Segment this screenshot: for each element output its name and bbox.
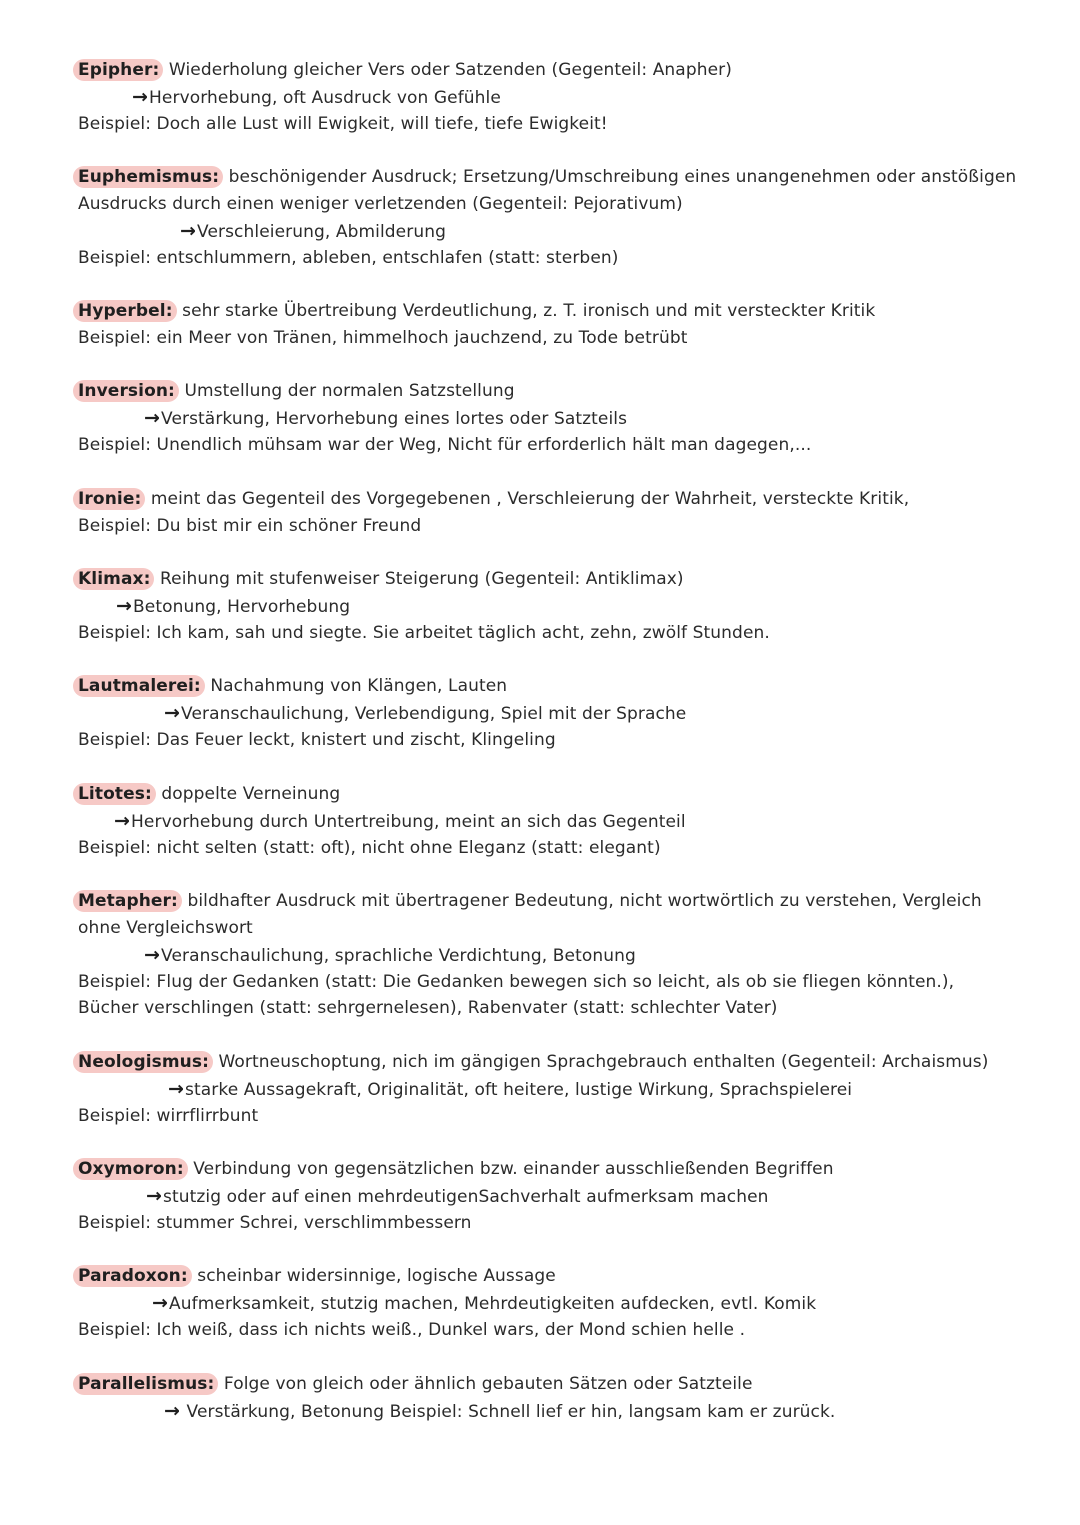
entry-metapher-title-line bbox=[78, 890, 982, 912]
entry-paradoxon-title-line bbox=[78, 1265, 556, 1287]
effect-text: starke Aussagekraft, Originalität, oft heitere, lustige Wirkung, Sprachspielerei bbox=[185, 1080, 853, 1100]
entry-metapher-effect-line bbox=[144, 944, 636, 967]
entry-oxymoron-example-line: Beispiel: stummer Schrei, verschlimmbessern bbox=[78, 1213, 472, 1233]
entry-klimax-title-line bbox=[78, 568, 684, 590]
effect-text: Verstärkung, Hervorhebung eines lortes oder Satzteils bbox=[161, 409, 628, 429]
definition-text: Reihung mit stufenweiser Steigerung (Gegenteil: Antiklimax) bbox=[154, 569, 684, 589]
entry-oxymoron-effect-line bbox=[146, 1185, 769, 1208]
right-arrow-icon: → bbox=[152, 1292, 169, 1314]
entry-lautmalerei-example-line: Beispiel: Das Feuer leckt, knistert und zischt, Klingeling bbox=[78, 730, 556, 750]
entry-parallelismus-effect-line bbox=[164, 1400, 835, 1423]
term-label: Paradoxon: bbox=[73, 1265, 192, 1287]
term-label: Parallelismus: bbox=[73, 1373, 218, 1395]
entry-metapher-definition-cont: ohne Vergleichswort bbox=[78, 918, 253, 938]
entry-euphemismus-title-line bbox=[78, 166, 1016, 188]
entry-hyperbel-title-line bbox=[78, 300, 875, 322]
entry-parallelismus-title-line bbox=[78, 1373, 753, 1395]
entry-paradoxon-example-line: Beispiel: Ich weiß, dass ich nichts weiß., Dunkel wars, der Mond schien helle . bbox=[78, 1320, 746, 1340]
entry-euphemismus-definition-cont: Ausdrucks durch einen weniger verletzenden (Gegenteil: Pejorativum) bbox=[78, 194, 683, 214]
effect-text: Veranschaulichung, Verlebendigung, Spiel mit der Sprache bbox=[181, 704, 687, 724]
effect-text: Hervorhebung durch Untertreibung, meint an sich das Gegenteil bbox=[131, 812, 686, 832]
definition-text: sehr starke Übertreibung Verdeutlichung, z. T. ironisch und mit versteckter Kritik bbox=[176, 301, 876, 321]
term-label: Oxymoron: bbox=[73, 1158, 188, 1180]
entry-klimax-example-line: Beispiel: Ich kam, sah und siegte. Sie arbeitet täglich acht, zehn, zwölf Stunden. bbox=[78, 623, 770, 643]
effect-text: Verschleierung, Abmilderung bbox=[197, 222, 446, 242]
right-arrow-icon: → bbox=[116, 595, 133, 617]
term-label: Epipher: bbox=[73, 59, 163, 81]
right-arrow-icon: → bbox=[132, 86, 149, 108]
right-arrow-icon: → bbox=[146, 1185, 163, 1207]
effect-text: Hervorhebung, oft Ausdruck von Gefühle bbox=[149, 88, 501, 108]
effect-text: Verstärkung, Betonung Beispiel: Schnell lief er hin, langsam kam er zurück. bbox=[181, 1402, 836, 1422]
effect-text: Aufmerksamkeit, stutzig machen, Mehrdeutigkeiten aufdecken, evtl. Komik bbox=[169, 1294, 817, 1314]
entry-oxymoron-title-line bbox=[78, 1158, 834, 1180]
entry-epipher-title-line bbox=[78, 59, 732, 81]
entry-paradoxon-effect-line bbox=[152, 1292, 816, 1315]
term-label: Lautmalerei: bbox=[73, 675, 205, 697]
entry-euphemismus-example-line: Beispiel: entschlummern, ableben, entschlafen (statt: sterben) bbox=[78, 248, 619, 268]
entry-epipher-effect-line bbox=[132, 86, 501, 109]
definition-text: beschönigender Ausdruck; Ersetzung/Umschreibung eines unangenehmen oder anstößigen bbox=[223, 167, 1017, 187]
right-arrow-icon: → bbox=[164, 1400, 181, 1422]
right-arrow-icon: → bbox=[144, 407, 161, 429]
definition-text: scheinbar widersinnige, logische Aussage bbox=[191, 1266, 556, 1286]
entry-lautmalerei-title-line bbox=[78, 675, 507, 697]
entry-ironie-title-line bbox=[78, 488, 909, 510]
effect-text: stutzig oder auf einen mehrdeutigenSachverhalt aufmerksam machen bbox=[163, 1187, 769, 1207]
entry-neologismus-effect-line bbox=[168, 1078, 852, 1101]
entry-inversion-title-line bbox=[78, 380, 515, 402]
effect-text: Betonung, Hervorhebung bbox=[133, 597, 351, 617]
entry-metapher-example-line: Beispiel: Flug der Gedanken (statt: Die Gedanken bewegen sich so leicht, als ob sie fliegen könnten.), bbox=[78, 972, 955, 992]
entry-ironie-example-line: Beispiel: Du bist mir ein schöner Freund bbox=[78, 516, 422, 536]
entry-lautmalerei-effect-line bbox=[164, 702, 686, 725]
term-label: Klimax: bbox=[73, 568, 154, 590]
term-label: Euphemismus: bbox=[73, 166, 223, 188]
definition-text: meint das Gegenteil des Vorgegebenen , Verschleierung der Wahrheit, versteckte Kritik, bbox=[145, 489, 910, 509]
term-label: Litotes: bbox=[73, 783, 156, 805]
term-label: Inversion: bbox=[73, 380, 179, 402]
right-arrow-icon: → bbox=[180, 220, 197, 242]
entry-euphemismus-effect-line bbox=[180, 220, 446, 243]
definition-text: Verbindung von gegensätzlichen bzw. einander ausschließenden Begriffen bbox=[187, 1159, 834, 1179]
entry-inversion-effect-line bbox=[144, 407, 627, 430]
entry-litotes-title-line bbox=[78, 783, 340, 805]
entry-litotes-effect-line bbox=[114, 810, 686, 833]
entry-metapher-example-cont: Bücher verschlingen (statt: sehrgernelesen), Rabenvater (statt: schlechter Vater) bbox=[78, 998, 778, 1018]
entry-inversion-example-line: Beispiel: Unendlich mühsam war der Weg, Nicht für erforderlich hält man dagegen,... bbox=[78, 435, 812, 455]
term-label: Ironie: bbox=[73, 488, 145, 510]
definition-text: bildhafter Ausdruck mit übertragener Bedeutung, nicht wortwörtlich zu verstehen, Vergleich bbox=[181, 891, 982, 911]
definition-text: Umstellung der normalen Satzstellung bbox=[178, 381, 515, 401]
definition-text: Wiederholung gleicher Vers oder Satzenden (Gegenteil: Anapher) bbox=[163, 60, 732, 80]
effect-text: Veranschaulichung, sprachliche Verdichtung, Betonung bbox=[161, 946, 636, 966]
definition-text: doppelte Verneinung bbox=[155, 784, 341, 804]
entry-neologismus-title-line bbox=[78, 1051, 988, 1073]
right-arrow-icon: → bbox=[168, 1078, 185, 1100]
term-label: Metapher: bbox=[73, 890, 182, 912]
definition-text: Nachahmung von Klängen, Lauten bbox=[204, 676, 508, 696]
right-arrow-icon: → bbox=[114, 810, 131, 832]
definition-text: Wortneuschoptung, nich im gängigen Sprachgebrauch enthalten (Gegenteil: Archaismus) bbox=[213, 1052, 989, 1072]
entry-klimax-effect-line bbox=[116, 595, 350, 618]
definition-text: Folge von gleich oder ähnlich gebauten Sätzen oder Satzteile bbox=[218, 1374, 753, 1394]
right-arrow-icon: → bbox=[144, 944, 161, 966]
right-arrow-icon: → bbox=[164, 702, 181, 724]
entry-epipher-example-line: Beispiel: Doch alle Lust will Ewigkeit, will tiefe, tiefe Ewigkeit! bbox=[78, 114, 608, 134]
entry-litotes-example-line: Beispiel: nicht selten (statt: oft), nicht ohne Eleganz (statt: elegant) bbox=[78, 838, 661, 858]
entry-hyperbel-example-line: Beispiel: ein Meer von Tränen, himmelhoch jauchzend, zu Tode betrübt bbox=[78, 328, 688, 348]
term-label: Hyperbel: bbox=[73, 300, 177, 322]
term-label: Neologismus: bbox=[73, 1051, 213, 1073]
entry-neologismus-example-line: Beispiel: wirrflirrbunt bbox=[78, 1106, 259, 1126]
